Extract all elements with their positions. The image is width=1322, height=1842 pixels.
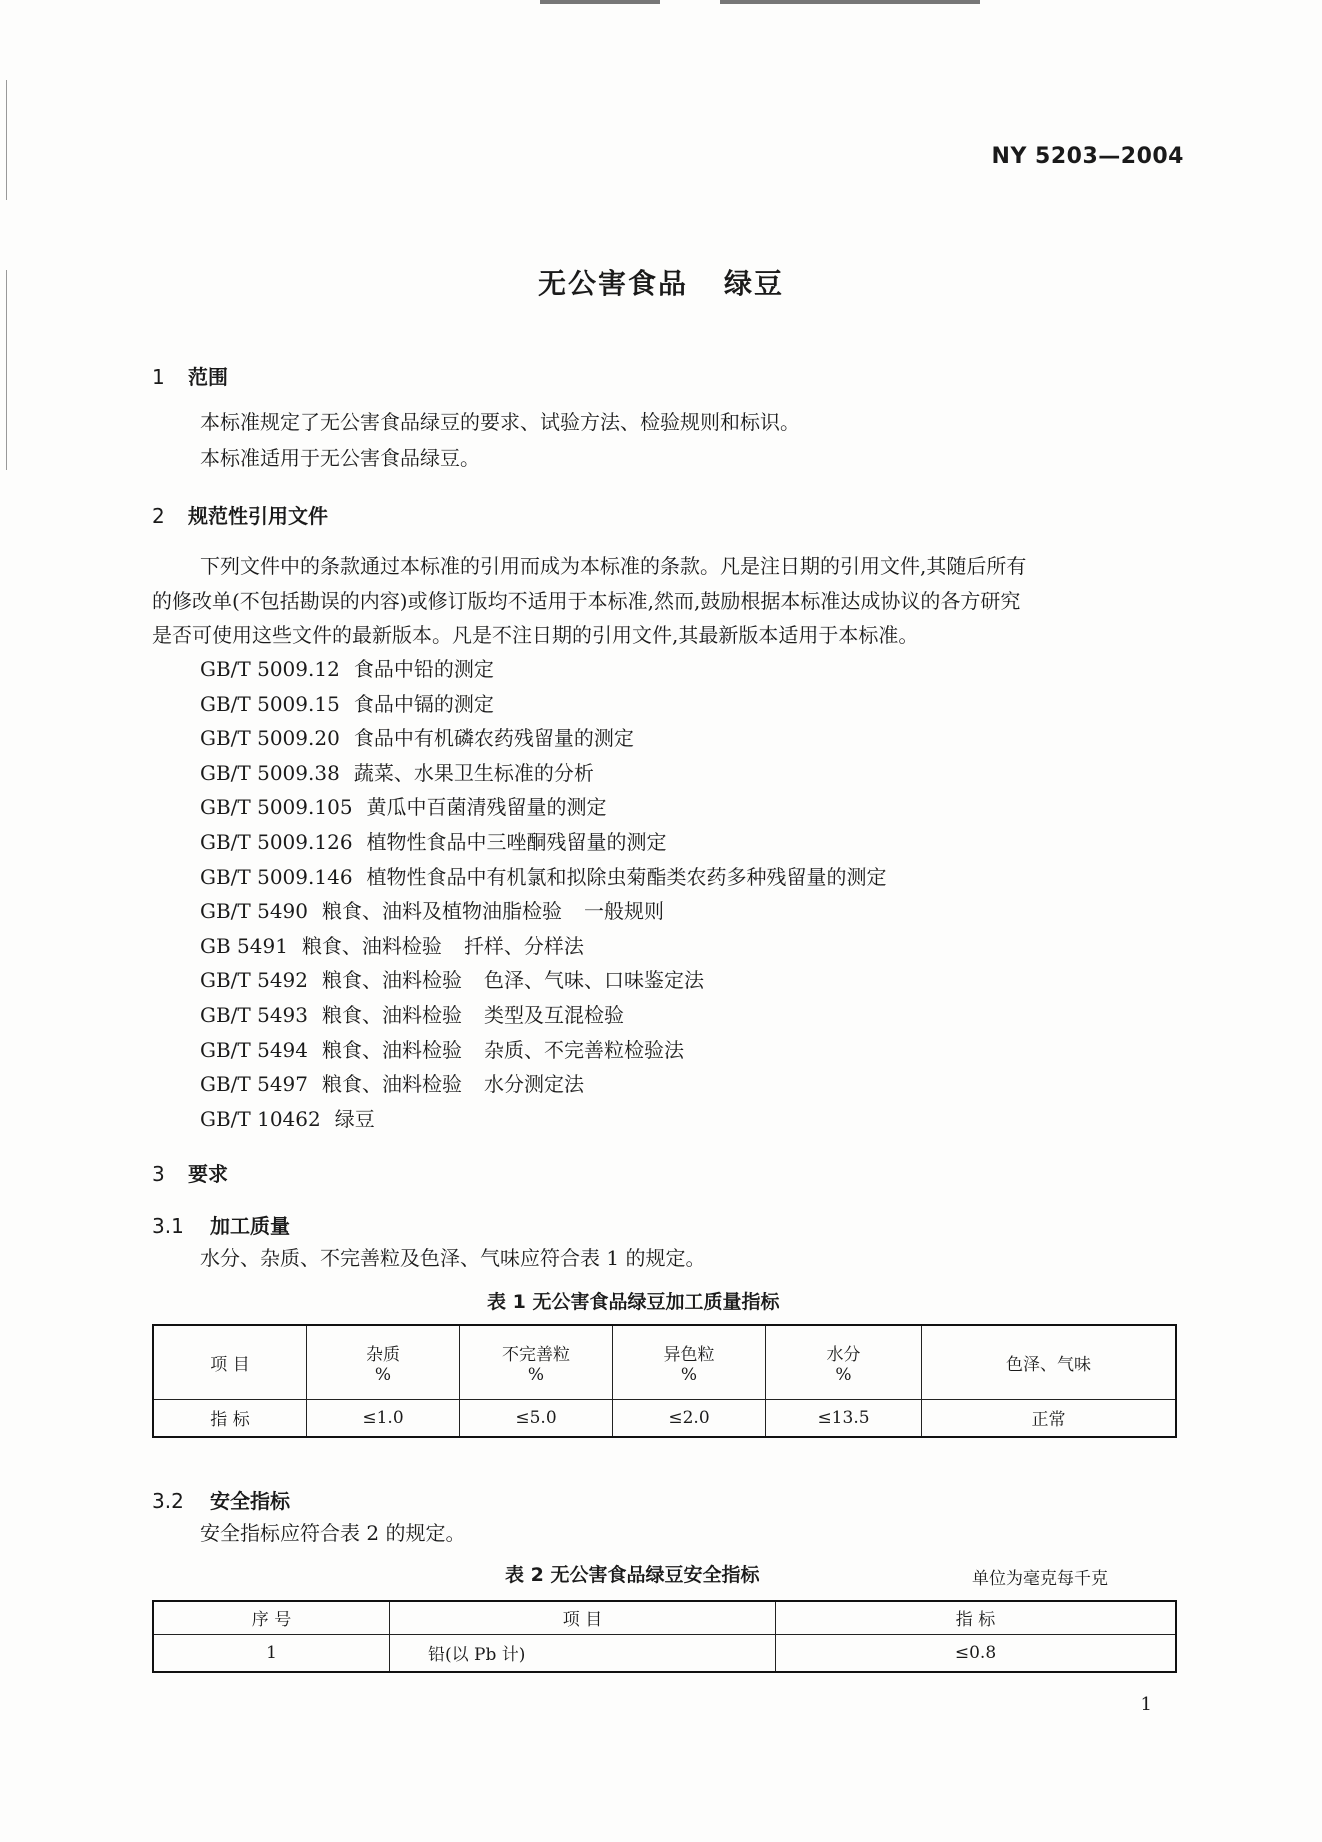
section-3-2-para: 安全指标应符合表 2 的规定。: [200, 1521, 466, 1545]
table1-row-item: 指 标: [153, 1399, 307, 1437]
table2-header-item: 项 目: [390, 1601, 776, 1634]
table-2-unit: 单位为毫克每千克: [972, 1569, 1108, 1589]
reference-item: GB/T 5494 粮食、油料检验 杂质、不完善粒检验法: [200, 1037, 685, 1062]
table1-cell-impurity: ≤1.0: [307, 1399, 460, 1437]
reference-item: GB/T 5009.146 植物性食品中有机氯和拟除虫菊酯类农药多种残留量的测定: [200, 864, 887, 889]
table-1: [152, 1324, 1177, 1438]
table-2-caption: 表 2 无公害食品绿豆安全指标: [505, 1564, 760, 1586]
reference-item: GB/T 5009.126 植物性食品中三唑酮残留量的测定: [200, 829, 667, 854]
reference-item: GB/T 5009.105 黄瓜中百菌清残留量的测定: [200, 795, 607, 820]
section-3-1-para: 水分、杂质、不完善粒及色泽、气味应符合表 1 的规定。: [200, 1246, 706, 1270]
table1-cell-color-odor: 正常: [922, 1399, 1177, 1437]
table1-header-imperfect: 不完善粒 %: [460, 1325, 613, 1399]
reference-item: GB/T 5009.20 食品中有机磷农药残留量的测定: [200, 726, 634, 751]
table1-header-color-odor: 色泽、气味: [922, 1325, 1177, 1399]
section-1-para-2: 本标准适用于无公害食品绿豆。: [200, 446, 480, 470]
table1-header-moisture: 水分 %: [766, 1325, 922, 1399]
section-2-para-line-2: 的修改单(不包括勘误的内容)或修订版均不适用于本标准,然而,鼓励根据本标准达成协议的各方研究: [152, 589, 1021, 613]
scan-artifact: [720, 0, 980, 4]
reference-item: GB/T 5497 粮食、油料检验 水分测定法: [200, 1072, 585, 1097]
table1-cell-imperfect: ≤5.0: [460, 1399, 613, 1437]
reference-item: GB 5491 粮食、油料检验 扦样、分样法: [200, 933, 584, 958]
table1-cell-moisture: ≤13.5: [766, 1399, 922, 1437]
standard-number: NY 5203—2004: [991, 144, 1184, 169]
table2-header-no: 序 号: [153, 1601, 390, 1634]
table1-header-offcolor: 异色粒 %: [613, 1325, 766, 1399]
reference-item: GB/T 5493 粮食、油料检验 类型及互混检验: [200, 1002, 625, 1027]
section-3-heading: 3 要求: [152, 1162, 228, 1186]
section-1-heading: 1 范围: [152, 365, 228, 389]
section-2-heading: 2 规范性引用文件: [152, 504, 328, 528]
table1-cell-offcolor: ≤2.0: [613, 1399, 766, 1437]
section-1-para-1: 本标准规定了无公害食品绿豆的要求、试验方法、检验规则和标识。: [200, 410, 800, 434]
scan-artifact: [540, 0, 660, 4]
reference-item: GB/T 5492 粮食、油料检验 色泽、气味、口味鉴定法: [200, 968, 705, 993]
reference-item: GB/T 5009.15 食品中镉的测定: [200, 691, 494, 716]
section-2-para-line-1: 下列文件中的条款通过本标准的引用而成为本标准的条款。凡是注日期的引用文件,其随后所有: [200, 554, 1027, 578]
reference-item: GB/T 5009.12 食品中铅的测定: [200, 657, 494, 681]
title-part1: 无公害食品: [537, 267, 688, 300]
section-3-2-heading: 3.2 安全指标: [152, 1489, 290, 1513]
table1-header-impurity: 杂质 %: [307, 1325, 460, 1399]
reference-item: GB/T 5490 粮食、油料及植物油脂检验 一般规则: [200, 899, 665, 924]
table1-header-item: 项 目: [153, 1325, 307, 1399]
document-title: [0, 262, 1322, 302]
table-1-caption: 表 1 无公害食品绿豆加工质量指标: [487, 1291, 780, 1313]
table-2: [152, 1600, 1177, 1673]
table2-cell-index: ≤0.8: [776, 1634, 1177, 1672]
section-2-para-line-3: 是否可使用这些文件的最新版本。凡是不注日期的引用文件,其最新版本适用于本标准。: [152, 623, 919, 647]
title-part2: 绿豆: [724, 267, 785, 300]
reference-item: GB/T 10462 绿豆: [200, 1106, 375, 1131]
table2-header-index: 指 标: [776, 1601, 1177, 1634]
table2-cell-no: 1: [153, 1634, 390, 1672]
page-number: 1: [1140, 1694, 1152, 1715]
table2-cell-item: 铅(以 Pb 计): [390, 1634, 776, 1672]
normative-references-list: [200, 652, 887, 1136]
reference-item: GB/T 5009.38 蔬菜、水果卫生标准的分析: [200, 760, 594, 785]
section-3-1-heading: 3.1 加工质量: [152, 1214, 290, 1238]
scan-edge: [6, 80, 7, 200]
